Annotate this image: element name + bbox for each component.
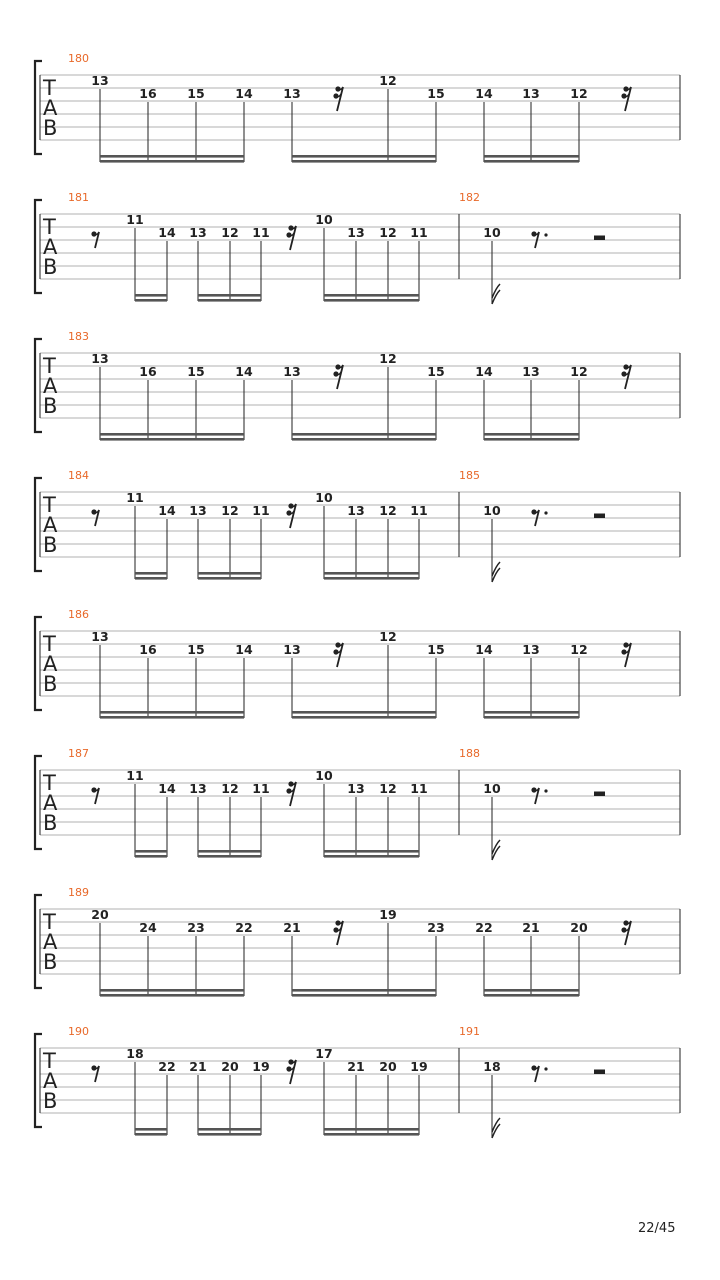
measure-number: 188 [459, 747, 480, 760]
beam [292, 994, 436, 997]
beam [198, 572, 261, 575]
beam [292, 989, 436, 992]
fret-number: 20 [221, 1059, 239, 1074]
fret-number: 15 [427, 364, 445, 379]
tab-clef-letter: T [43, 76, 56, 100]
tab-clef-letter: A [43, 1069, 58, 1093]
fret-number: 24 [139, 920, 157, 935]
beam [100, 994, 244, 997]
fret-number: 22 [475, 920, 493, 935]
fret-number: 14 [158, 225, 176, 240]
fret-number: 14 [235, 642, 253, 657]
fret-number: 21 [347, 1059, 365, 1074]
rest-sixteenth-icon [286, 1059, 296, 1084]
beam [324, 1128, 419, 1131]
fret-number: 13 [522, 364, 540, 379]
rest-sixteenth-icon [621, 920, 631, 945]
fret-number: 13 [522, 86, 540, 101]
measure-number: 186 [68, 608, 89, 621]
fret-number: 14 [475, 364, 493, 379]
rest-half-icon [594, 792, 605, 797]
tab-clef-letter: B [43, 394, 58, 418]
beam [324, 850, 419, 853]
fret-number: 12 [221, 781, 239, 796]
fret-number: 16 [139, 364, 157, 379]
note-flag-icon [492, 284, 500, 304]
tab-clef-letter: B [43, 950, 58, 974]
fret-number: 11 [126, 212, 144, 227]
fret-number: 11 [410, 225, 428, 240]
fret-number: 12 [221, 503, 239, 518]
fret-number: 13 [347, 781, 365, 796]
beam [135, 1133, 167, 1136]
rest-sixteenth-icon [286, 225, 296, 250]
fret-number: 12 [379, 351, 397, 366]
beam [198, 577, 261, 580]
rest-sixteenth-icon [333, 86, 343, 111]
rest-sixteenth-icon [621, 86, 631, 111]
beam [484, 438, 579, 441]
beam [135, 577, 167, 580]
measure-number: 187 [68, 747, 89, 760]
beam [135, 299, 167, 302]
note-flag-icon [492, 840, 500, 860]
fret-number: 13 [283, 364, 301, 379]
fret-number: 13 [283, 86, 301, 101]
fret-number: 10 [315, 768, 333, 783]
beam [135, 855, 167, 858]
measure-number: 181 [68, 191, 89, 204]
beam [324, 577, 419, 580]
rest-half-icon [594, 514, 605, 519]
fret-number: 11 [252, 781, 270, 796]
fret-number: 17 [315, 1046, 333, 1061]
page-number: 22/45 [638, 1221, 676, 1236]
fret-number: 14 [475, 642, 493, 657]
fret-number: 16 [139, 642, 157, 657]
fret-number: 20 [91, 907, 109, 922]
tab-clef-letter: T [43, 632, 56, 656]
fret-number: 13 [91, 73, 109, 88]
fret-number: 12 [570, 364, 588, 379]
fret-number: 12 [379, 503, 397, 518]
fret-number: 12 [221, 225, 239, 240]
fret-number: 18 [126, 1046, 144, 1061]
tab-clef-letter: T [43, 493, 56, 517]
fret-number: 10 [315, 490, 333, 505]
beam [292, 160, 436, 163]
beam [100, 716, 244, 719]
measure-number: 182 [459, 191, 480, 204]
tab-clef-letter: B [43, 1089, 58, 1113]
beam [484, 433, 579, 436]
fret-number: 16 [139, 86, 157, 101]
beam [100, 711, 244, 714]
fret-number: 13 [283, 642, 301, 657]
tab-clef-letter: A [43, 791, 58, 815]
fret-number: 19 [410, 1059, 428, 1074]
fret-number: 11 [252, 225, 270, 240]
rest-sixteenth-icon [333, 364, 343, 389]
beam [198, 294, 261, 297]
fret-number: 12 [379, 73, 397, 88]
fret-number: 10 [483, 225, 501, 240]
fret-number: 14 [475, 86, 493, 101]
fret-number: 13 [189, 781, 207, 796]
tab-clef-letter: T [43, 771, 56, 795]
beam [135, 1128, 167, 1131]
fret-number: 23 [187, 920, 205, 935]
rest-sixteenth-icon [333, 642, 343, 667]
rest-sixteenth-icon [286, 781, 296, 806]
tab-clef-letter: T [43, 1049, 56, 1073]
fret-number: 15 [187, 642, 205, 657]
fret-number: 12 [379, 225, 397, 240]
fret-number: 11 [410, 503, 428, 518]
fret-number: 11 [252, 503, 270, 518]
fret-number: 12 [379, 781, 397, 796]
beam [100, 160, 244, 163]
rest-half-icon [594, 1070, 605, 1075]
fret-number: 13 [91, 351, 109, 366]
beam [292, 438, 436, 441]
fret-number: 13 [347, 503, 365, 518]
fret-number: 12 [379, 629, 397, 644]
measure-number: 185 [459, 469, 480, 482]
tab-clef-letter: B [43, 533, 58, 557]
fret-number: 13 [91, 629, 109, 644]
beam [198, 299, 261, 302]
measure-number: 189 [68, 886, 89, 899]
rest-sixteenth-icon [286, 503, 296, 528]
fret-number: 10 [483, 781, 501, 796]
rest-sixteenth-icon [621, 642, 631, 667]
fret-number: 11 [410, 781, 428, 796]
beam [198, 855, 261, 858]
beam [292, 711, 436, 714]
fret-number: 20 [379, 1059, 397, 1074]
fret-number: 22 [235, 920, 253, 935]
beam [324, 572, 419, 575]
note-flag-icon [492, 562, 500, 582]
fret-number: 19 [252, 1059, 270, 1074]
beam [324, 294, 419, 297]
tab-clef-letter: A [43, 96, 58, 120]
tab-clef-letter: A [43, 930, 58, 954]
fret-number: 15 [187, 364, 205, 379]
fret-number: 12 [570, 86, 588, 101]
beam [135, 572, 167, 575]
beam [484, 155, 579, 158]
fret-number: 21 [522, 920, 540, 935]
fret-number: 23 [427, 920, 445, 935]
beam [100, 989, 244, 992]
measure-number: 184 [68, 469, 89, 482]
beam [324, 855, 419, 858]
tab-clef-letter: B [43, 811, 58, 835]
rest-half-icon [594, 236, 605, 241]
fret-number: 13 [522, 642, 540, 657]
beam [100, 155, 244, 158]
measure-number: 180 [68, 52, 89, 65]
fret-number: 14 [158, 781, 176, 796]
tab-clef-letter: A [43, 652, 58, 676]
beam [324, 1133, 419, 1136]
fret-number: 11 [126, 490, 144, 505]
tab-clef-letter: T [43, 215, 56, 239]
fret-number: 21 [189, 1059, 207, 1074]
beam [198, 1128, 261, 1131]
rest-sixteenth-icon [621, 364, 631, 389]
measure-number: 191 [459, 1025, 480, 1038]
beam [198, 850, 261, 853]
fret-number: 14 [235, 364, 253, 379]
fret-number: 15 [427, 642, 445, 657]
tab-clef-letter: B [43, 255, 58, 279]
beam [198, 1133, 261, 1136]
fret-number: 21 [283, 920, 301, 935]
beam [292, 716, 436, 719]
beam [324, 299, 419, 302]
beam [484, 994, 579, 997]
beam [484, 160, 579, 163]
beam [100, 438, 244, 441]
fret-number: 13 [347, 225, 365, 240]
tab-clef-letter: A [43, 374, 58, 398]
fret-number: 10 [483, 503, 501, 518]
fret-number: 14 [158, 503, 176, 518]
beam [100, 433, 244, 436]
fret-number: 14 [235, 86, 253, 101]
tab-clef-letter: T [43, 354, 56, 378]
note-flag-icon [492, 1118, 500, 1138]
beam [484, 711, 579, 714]
fret-number: 11 [126, 768, 144, 783]
tab-clef-letter: B [43, 672, 58, 696]
fret-number: 13 [189, 503, 207, 518]
fret-number: 12 [570, 642, 588, 657]
tab-clef-letter: A [43, 235, 58, 259]
fret-number: 10 [315, 212, 333, 227]
tab-clef-letter: T [43, 910, 56, 934]
fret-number: 18 [483, 1059, 501, 1074]
beam [484, 716, 579, 719]
beam [135, 294, 167, 297]
beam [292, 155, 436, 158]
tab-clef-letter: A [43, 513, 58, 537]
fret-number: 15 [427, 86, 445, 101]
fret-number: 22 [158, 1059, 176, 1074]
fret-number: 20 [570, 920, 588, 935]
beam [135, 850, 167, 853]
fret-number: 13 [189, 225, 207, 240]
rest-sixteenth-icon [333, 920, 343, 945]
beam [292, 433, 436, 436]
tab-clef-letter: B [43, 116, 58, 140]
measure-number: 183 [68, 330, 89, 343]
fret-number: 15 [187, 86, 205, 101]
beam [484, 989, 579, 992]
measure-number: 190 [68, 1025, 89, 1038]
fret-number: 19 [379, 907, 397, 922]
